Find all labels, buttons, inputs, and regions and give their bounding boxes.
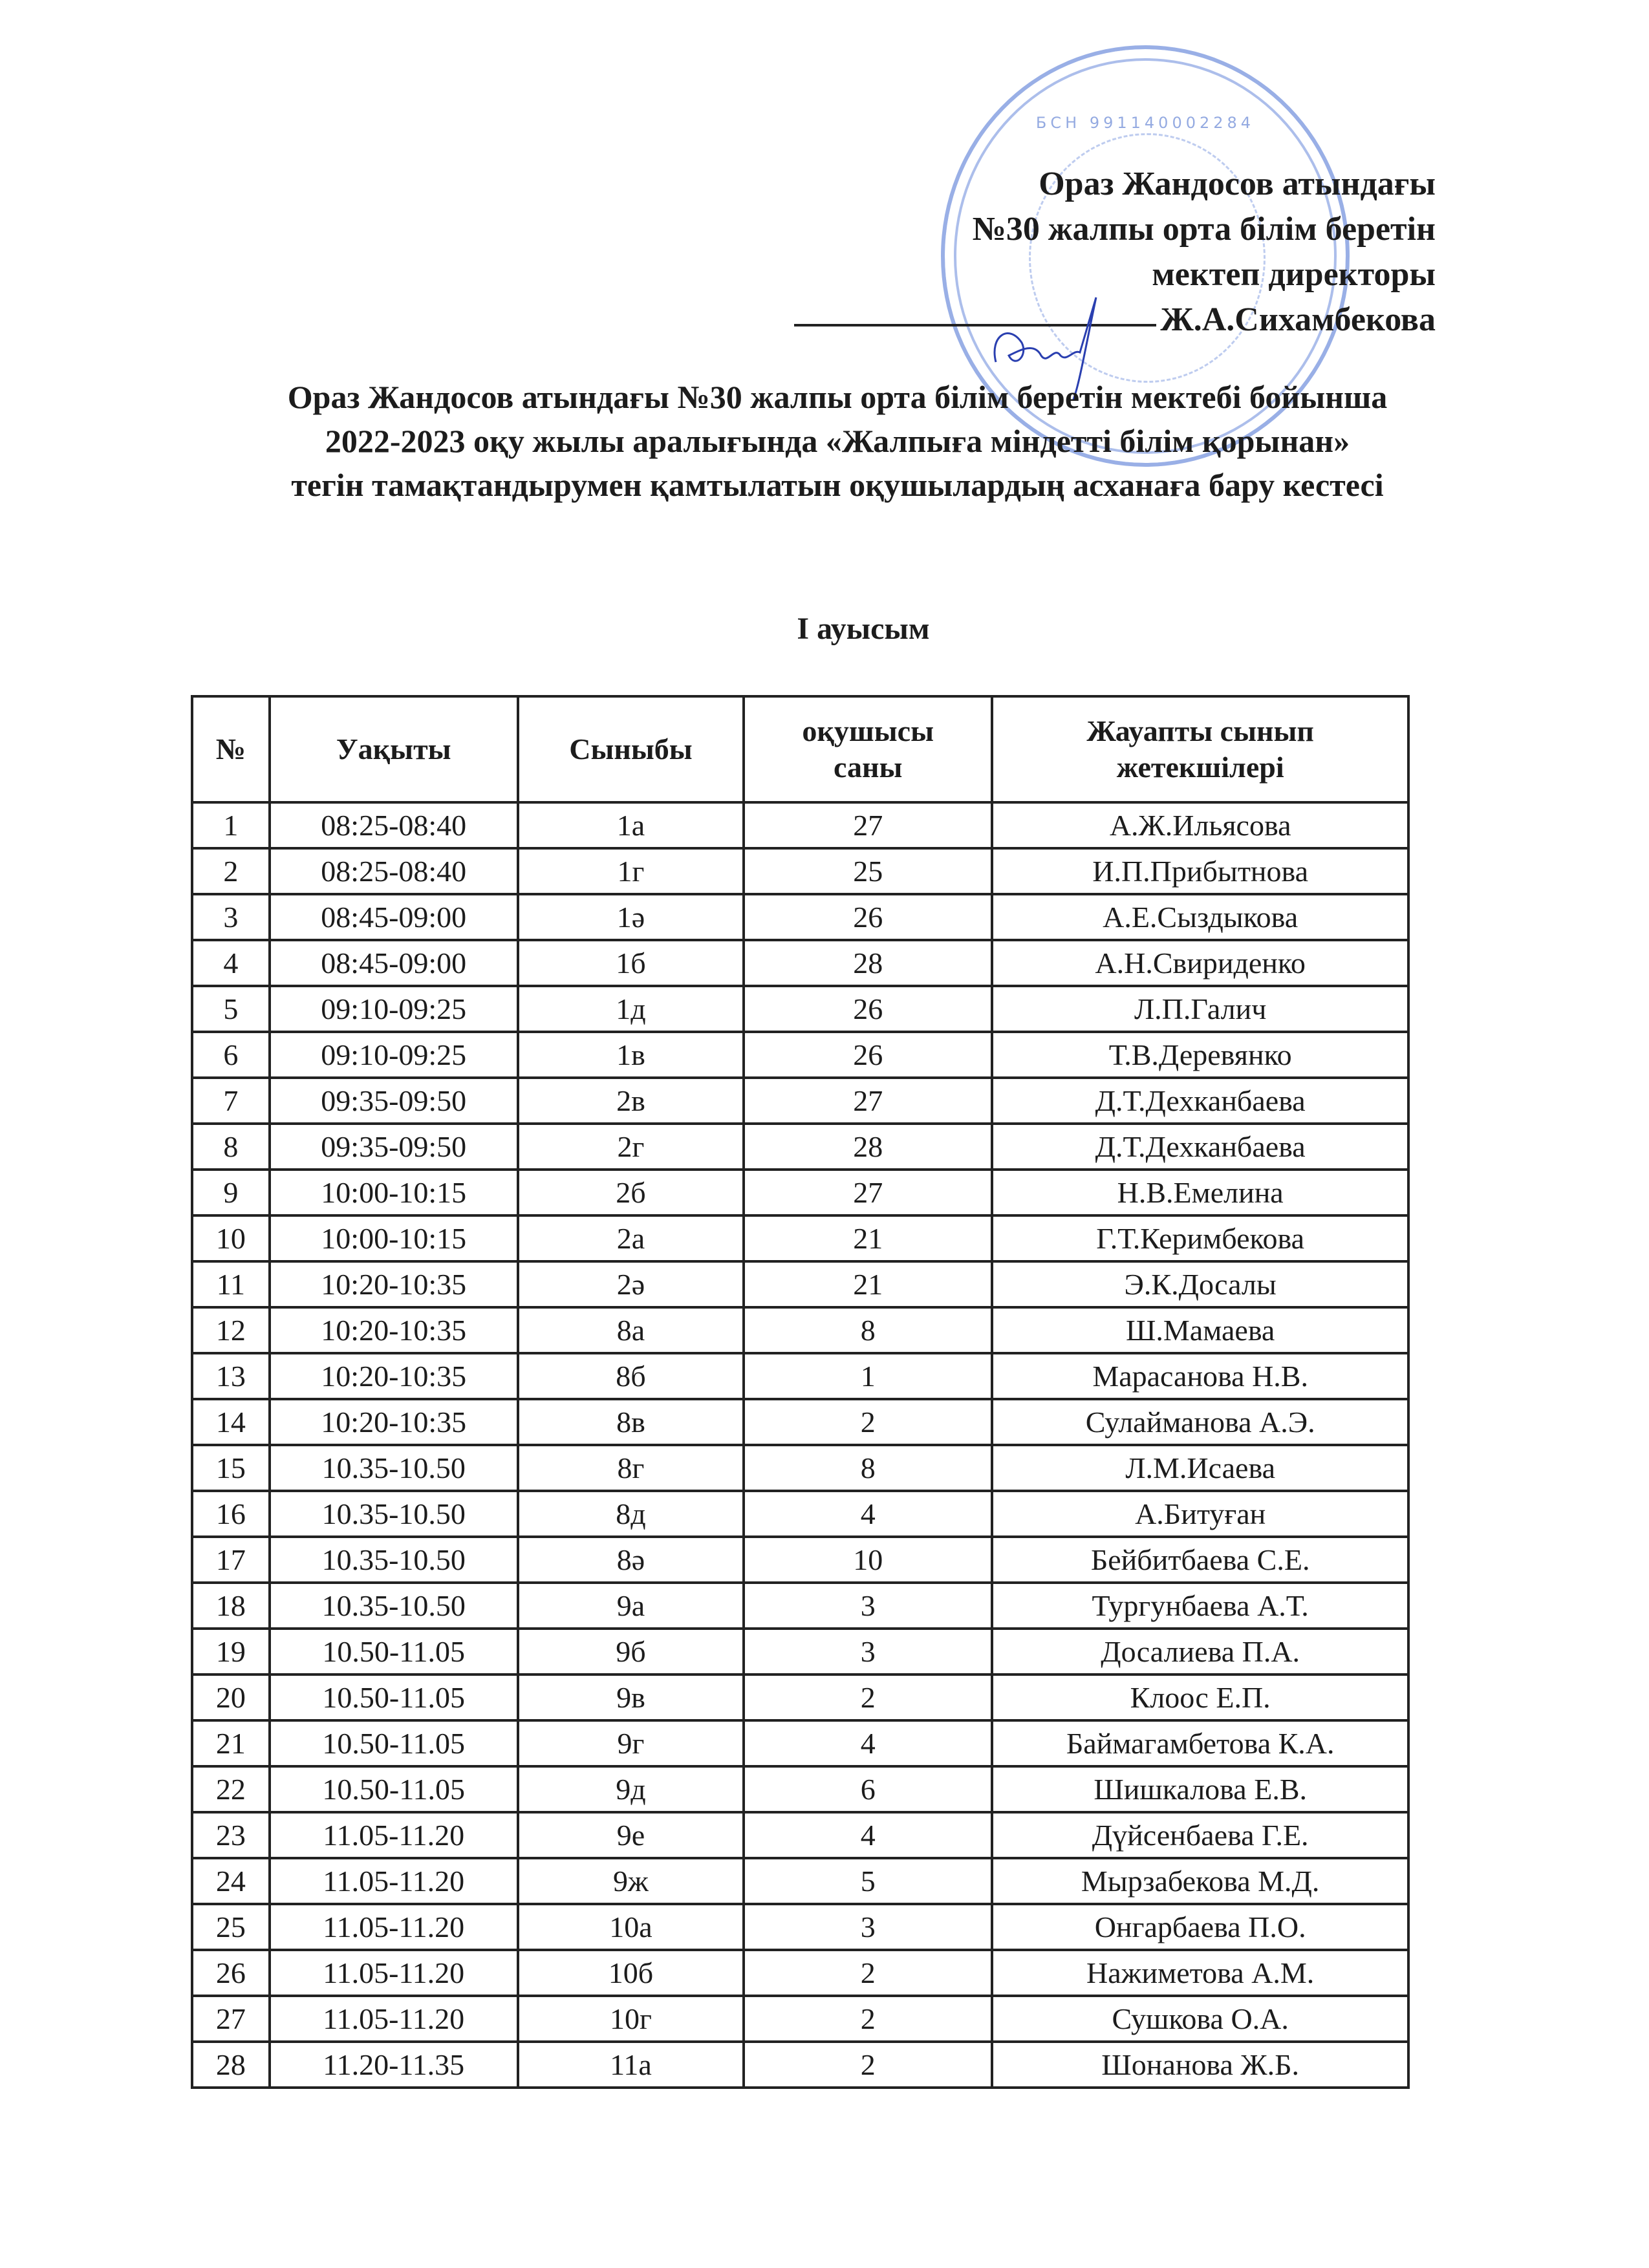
table-row bbox=[192, 1491, 1408, 1537]
cell-teacher: Сушкова О.А. bbox=[992, 1996, 1408, 2042]
signatory-name: Ж.А.Сихамбекова bbox=[1160, 301, 1436, 338]
cell-no: 5 bbox=[192, 986, 270, 1032]
approval-line-1: Ораз Жандосов атындағы bbox=[1039, 166, 1436, 202]
cell-time: 10.50-11.05 bbox=[270, 1629, 518, 1674]
cell-time: 10.35-10.50 bbox=[270, 1445, 518, 1491]
cell-count: 26 bbox=[744, 986, 992, 1032]
title-line-1: Ораз Жандосов атындағы №30 жалпы орта білім беретін мектебі бойынша bbox=[287, 379, 1388, 415]
table-row bbox=[192, 1858, 1408, 1904]
cell-no: 24 bbox=[192, 1858, 270, 1904]
cell-class: 10г bbox=[518, 1996, 744, 2042]
cell-time: 09:10-09:25 bbox=[270, 1032, 518, 1078]
cell-no: 21 bbox=[192, 1720, 270, 1766]
cell-count: 26 bbox=[744, 1032, 992, 1078]
cell-teacher: Марасанова Н.В. bbox=[992, 1353, 1408, 1399]
cell-teacher: Дүйсенбаева Г.Е. bbox=[992, 1812, 1408, 1858]
cell-time: 11.05-11.20 bbox=[270, 1858, 518, 1904]
header-count-line-2: саны bbox=[834, 751, 903, 784]
cell-count: 3 bbox=[744, 1583, 992, 1629]
cell-teacher: Г.Т.Керимбекова bbox=[992, 1215, 1408, 1261]
cell-count: 26 bbox=[744, 894, 992, 940]
cell-count: 5 bbox=[744, 1858, 992, 1904]
table-row bbox=[192, 1307, 1408, 1353]
cell-time: 10:20-10:35 bbox=[270, 1353, 518, 1399]
cell-class: 8в bbox=[518, 1399, 744, 1445]
cell-count: 4 bbox=[744, 1491, 992, 1537]
cell-no: 8 bbox=[192, 1124, 270, 1170]
cell-class: 1ә bbox=[518, 894, 744, 940]
cell-teacher: Шонанова Ж.Б. bbox=[992, 2042, 1408, 2088]
cell-count: 2 bbox=[744, 1399, 992, 1445]
table-row bbox=[192, 1583, 1408, 1629]
cell-teacher: Шишкалова Е.В. bbox=[992, 1766, 1408, 1812]
cell-time: 08:25-08:40 bbox=[270, 802, 518, 848]
cell-class: 9а bbox=[518, 1583, 744, 1629]
cell-teacher: Н.В.Емелина bbox=[992, 1170, 1408, 1215]
table-row bbox=[192, 802, 1408, 848]
cell-count: 2 bbox=[744, 1996, 992, 2042]
cell-no: 14 bbox=[192, 1399, 270, 1445]
cell-count: 21 bbox=[744, 1261, 992, 1307]
schedule-table bbox=[191, 695, 1410, 2089]
cell-time: 10:00-10:15 bbox=[270, 1215, 518, 1261]
cell-class: 1д bbox=[518, 986, 744, 1032]
cell-count: 10 bbox=[744, 1537, 992, 1583]
document-title bbox=[0, 375, 1649, 507]
table-row bbox=[192, 1904, 1408, 1950]
table-row bbox=[192, 1124, 1408, 1170]
approval-line-3: мектеп директоры bbox=[1152, 256, 1436, 293]
cell-time: 09:10-09:25 bbox=[270, 986, 518, 1032]
cell-count: 3 bbox=[744, 1629, 992, 1674]
cell-class: 1а bbox=[518, 802, 744, 848]
cell-no: 1 bbox=[192, 802, 270, 848]
cell-no: 22 bbox=[192, 1766, 270, 1812]
cell-class: 2а bbox=[518, 1215, 744, 1261]
cell-no: 11 bbox=[192, 1261, 270, 1307]
cell-time: 09:35-09:50 bbox=[270, 1078, 518, 1124]
cell-teacher: Т.В.Деревянко bbox=[992, 1032, 1408, 1078]
cell-no: 23 bbox=[192, 1812, 270, 1858]
cell-no: 28 bbox=[192, 2042, 270, 2088]
table-row bbox=[192, 894, 1408, 940]
cell-no: 13 bbox=[192, 1353, 270, 1399]
cell-time: 10.50-11.05 bbox=[270, 1766, 518, 1812]
cell-time: 09:35-09:50 bbox=[270, 1124, 518, 1170]
cell-class: 9д bbox=[518, 1766, 744, 1812]
table-header-row bbox=[192, 696, 1408, 802]
stamp-code: БСН 991140002284 bbox=[1035, 114, 1255, 132]
table-row bbox=[192, 940, 1408, 986]
cell-teacher: Баймагамбетова К.А. bbox=[992, 1720, 1408, 1766]
title-line-2: 2022-2023 оқу жылы аралығында «Жалпыға міндетті білім қорынан» bbox=[325, 423, 1350, 459]
cell-teacher: А.Н.Свириденко bbox=[992, 940, 1408, 986]
cell-count: 8 bbox=[744, 1445, 992, 1491]
cell-time: 11.05-11.20 bbox=[270, 1996, 518, 2042]
cell-class: 2б bbox=[518, 1170, 744, 1215]
cell-time: 11.05-11.20 bbox=[270, 1904, 518, 1950]
cell-no: 4 bbox=[192, 940, 270, 986]
cell-class: 8а bbox=[518, 1307, 744, 1353]
cell-count: 25 bbox=[744, 848, 992, 894]
table-row bbox=[192, 1537, 1408, 1583]
cell-teacher: А.Е.Сыздыкова bbox=[992, 894, 1408, 940]
cell-no: 7 bbox=[192, 1078, 270, 1124]
cell-no: 25 bbox=[192, 1904, 270, 1950]
table-row bbox=[192, 1170, 1408, 1215]
cell-class: 9в bbox=[518, 1674, 744, 1720]
cell-teacher: Ш.Мамаева bbox=[992, 1307, 1408, 1353]
cell-count: 2 bbox=[744, 1674, 992, 1720]
cell-no: 6 bbox=[192, 1032, 270, 1078]
cell-time: 10.35-10.50 bbox=[270, 1491, 518, 1537]
cell-no: 20 bbox=[192, 1674, 270, 1720]
cell-teacher: А.Ж.Ильясова bbox=[992, 802, 1408, 848]
cell-teacher: Нажиметова А.М. bbox=[992, 1950, 1408, 1996]
table-row bbox=[192, 1032, 1408, 1078]
cell-class: 9е bbox=[518, 1812, 744, 1858]
cell-teacher: Мырзабекова М.Д. bbox=[992, 1858, 1408, 1904]
cell-count: 21 bbox=[744, 1215, 992, 1261]
cell-class: 8д bbox=[518, 1491, 744, 1537]
cell-count: 4 bbox=[744, 1720, 992, 1766]
cell-class: 8г bbox=[518, 1445, 744, 1491]
cell-teacher: Сулайманова А.Э. bbox=[992, 1399, 1408, 1445]
approval-line-2: №30 жалпы орта білім беретін bbox=[972, 211, 1436, 248]
cell-time: 11.05-11.20 bbox=[270, 1950, 518, 1996]
cell-count: 27 bbox=[744, 802, 992, 848]
table-row bbox=[192, 1445, 1408, 1491]
cell-no: 12 bbox=[192, 1307, 270, 1353]
cell-teacher: И.П.Прибытнова bbox=[992, 848, 1408, 894]
cell-count: 27 bbox=[744, 1170, 992, 1215]
cell-time: 10:20-10:35 bbox=[270, 1399, 518, 1445]
cell-time: 10:20-10:35 bbox=[270, 1307, 518, 1353]
header-no: № bbox=[192, 696, 270, 802]
cell-class: 11а bbox=[518, 2042, 744, 2088]
cell-class: 9г bbox=[518, 1720, 744, 1766]
cell-teacher: Онгарбаева П.О. bbox=[992, 1904, 1408, 1950]
table-row bbox=[192, 1078, 1408, 1124]
cell-class: 8ә bbox=[518, 1537, 744, 1583]
table-row bbox=[192, 848, 1408, 894]
cell-class: 2ә bbox=[518, 1261, 744, 1307]
table-row bbox=[192, 2042, 1408, 2088]
cell-no: 19 bbox=[192, 1629, 270, 1674]
table-row bbox=[192, 986, 1408, 1032]
cell-time: 10.35-10.50 bbox=[270, 1583, 518, 1629]
cell-class: 10а bbox=[518, 1904, 744, 1950]
table-row bbox=[192, 1950, 1408, 1996]
cell-teacher: А.Битуған bbox=[992, 1491, 1408, 1537]
cell-time: 08:25-08:40 bbox=[270, 848, 518, 894]
cell-teacher: Д.Т.Дехканбаева bbox=[992, 1124, 1408, 1170]
table-row bbox=[192, 1720, 1408, 1766]
cell-class: 2в bbox=[518, 1078, 744, 1124]
table-row bbox=[192, 1215, 1408, 1261]
cell-count: 3 bbox=[744, 1904, 992, 1950]
table-body bbox=[192, 802, 1408, 2088]
cell-class: 9б bbox=[518, 1629, 744, 1674]
cell-no: 18 bbox=[192, 1583, 270, 1629]
cell-no: 27 bbox=[192, 1996, 270, 2042]
cell-count: 2 bbox=[744, 1950, 992, 1996]
cell-count: 27 bbox=[744, 1078, 992, 1124]
cell-no: 10 bbox=[192, 1215, 270, 1261]
table-row bbox=[192, 1629, 1408, 1674]
table-row bbox=[192, 1766, 1408, 1812]
table-row bbox=[192, 1261, 1408, 1307]
header-time: Уақыты bbox=[270, 696, 518, 802]
cell-no: 26 bbox=[192, 1950, 270, 1996]
shift-heading: І ауысым bbox=[797, 612, 930, 646]
cell-no: 3 bbox=[192, 894, 270, 940]
header-teacher-line-1: Жауапты сынып bbox=[1086, 714, 1314, 747]
cell-teacher: Бейбитбаева С.Е. bbox=[992, 1537, 1408, 1583]
cell-no: 16 bbox=[192, 1491, 270, 1537]
cell-teacher: Д.Т.Дехканбаева bbox=[992, 1078, 1408, 1124]
cell-time: 11.20-11.35 bbox=[270, 2042, 518, 2088]
cell-time: 10.50-11.05 bbox=[270, 1720, 518, 1766]
cell-count: 1 bbox=[744, 1353, 992, 1399]
table-row bbox=[192, 1996, 1408, 2042]
cell-time: 10.50-11.05 bbox=[270, 1674, 518, 1720]
header-teacher bbox=[992, 696, 1408, 802]
cell-class: 2г bbox=[518, 1124, 744, 1170]
header-count-line-1: оқушысы bbox=[802, 714, 934, 747]
cell-class: 1б bbox=[518, 940, 744, 986]
cell-count: 28 bbox=[744, 940, 992, 986]
cell-teacher: Клоос Е.П. bbox=[992, 1674, 1408, 1720]
cell-no: 9 bbox=[192, 1170, 270, 1215]
header-teacher-line-2: жетекшілері bbox=[1116, 751, 1284, 784]
cell-count: 8 bbox=[744, 1307, 992, 1353]
cell-class: 8б bbox=[518, 1353, 744, 1399]
cell-class: 1в bbox=[518, 1032, 744, 1078]
cell-time: 08:45-09:00 bbox=[270, 894, 518, 940]
header-class: Сыныбы bbox=[518, 696, 744, 802]
title-line-3: тегін тамақтандырумен қамтылатын оқушылардың асханаға бару кестесі bbox=[291, 467, 1384, 503]
table-row bbox=[192, 1399, 1408, 1445]
cell-class: 10б bbox=[518, 1950, 744, 1996]
cell-time: 11.05-11.20 bbox=[270, 1812, 518, 1858]
cell-teacher: Досалиева П.А. bbox=[992, 1629, 1408, 1674]
cell-no: 17 bbox=[192, 1537, 270, 1583]
table-row bbox=[192, 1353, 1408, 1399]
cell-no: 2 bbox=[192, 848, 270, 894]
table-row bbox=[192, 1812, 1408, 1858]
cell-count: 28 bbox=[744, 1124, 992, 1170]
cell-count: 4 bbox=[744, 1812, 992, 1858]
cell-teacher: Э.К.Досалы bbox=[992, 1261, 1408, 1307]
cell-time: 10:00-10:15 bbox=[270, 1170, 518, 1215]
cell-time: 10.35-10.50 bbox=[270, 1537, 518, 1583]
header-count bbox=[744, 696, 992, 802]
table-row bbox=[192, 1674, 1408, 1720]
cell-class: 1г bbox=[518, 848, 744, 894]
cell-teacher: Л.М.Исаева bbox=[992, 1445, 1408, 1491]
cell-teacher: Л.П.Галич bbox=[992, 986, 1408, 1032]
cell-teacher: Тургунбаева А.Т. bbox=[992, 1583, 1408, 1629]
cell-time: 10:20-10:35 bbox=[270, 1261, 518, 1307]
cell-count: 2 bbox=[744, 2042, 992, 2088]
cell-time: 08:45-09:00 bbox=[270, 940, 518, 986]
cell-class: 9ж bbox=[518, 1858, 744, 1904]
cell-count: 6 bbox=[744, 1766, 992, 1812]
cell-no: 15 bbox=[192, 1445, 270, 1491]
